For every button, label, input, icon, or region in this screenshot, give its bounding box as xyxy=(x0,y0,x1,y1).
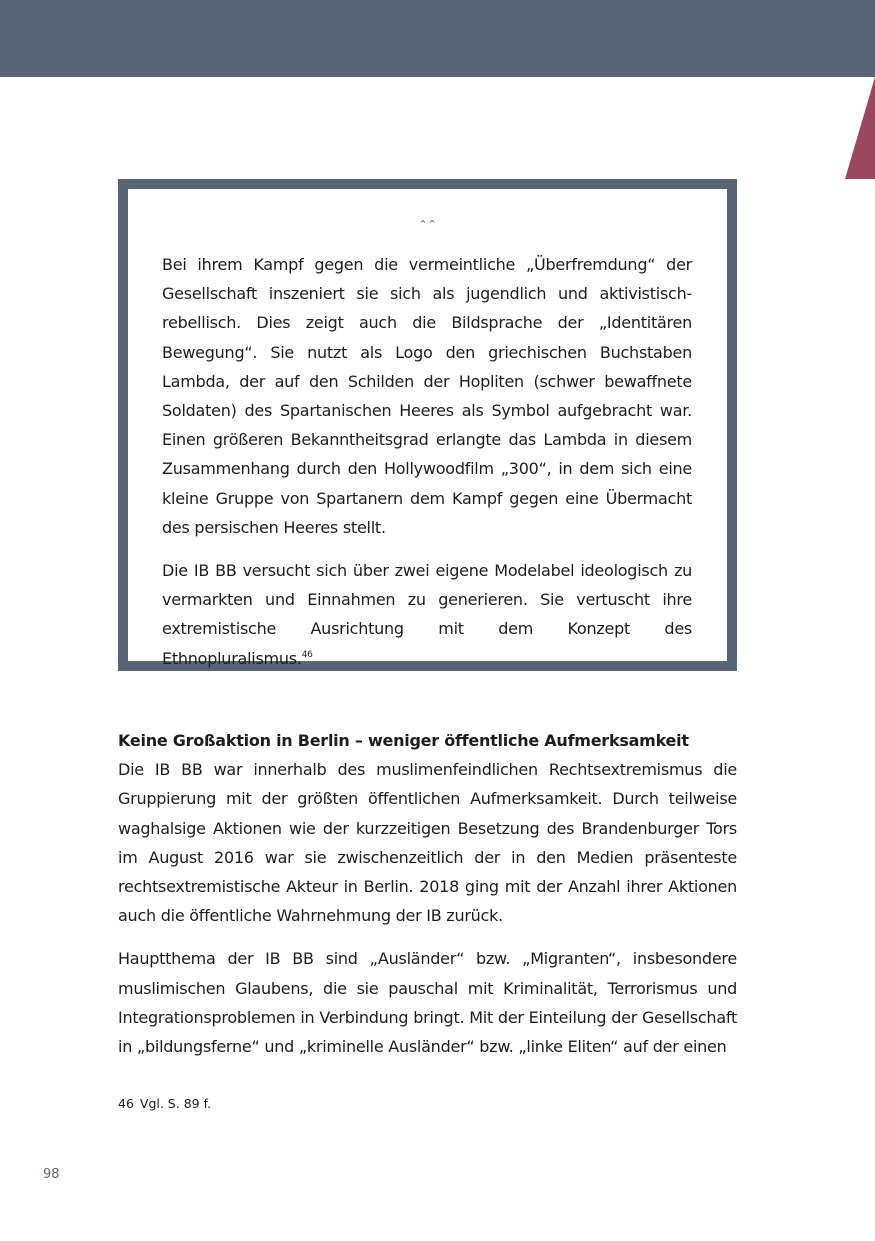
footnote-text: Vgl. S. 89 f. xyxy=(139,1096,212,1111)
page-number: 98 xyxy=(43,1167,60,1182)
info-box xyxy=(118,179,737,671)
info-box-paragraph-2-text: Die IB BB versucht sich über zwei eigene Modelabel ideologisch zu vermarkten und Einnahmen zu generieren. Sie vertuscht ihre extremistische Ausrichtung mit dem Konzept des Ethnopluralismus. xyxy=(162,561,692,668)
corner-accent-tab xyxy=(845,77,875,179)
footnote-reference[interactable]: 46 xyxy=(301,649,313,660)
info-box-paragraph-1: Bei ihrem Kampf gegen die vermeintliche „Überfremdung“ der Gesellschaft inszeniert sie sich als jugendlich und aktivistisch-rebellisch. Dies zeigt auch die Bildsprache der „Identitären Bewegung“. Sie nutzt als Logo den griechischen Buchstaben Lambda, der auf den Schilden der Hopliten (schwer bewaffnete Soldaten) des Spartanischen Heeres als Symbol aufgebracht war. Einen größeren Bekanntheitsgrad erlangte das Lambda in diesem Zusammenhang durch den Hollywoodfilm „300“, in dem sich eine kleine Gruppe von Spartanern dem Kampf gegen eine Übermacht des persischen Heeres stellt. xyxy=(162,255,692,537)
header-bar xyxy=(0,0,875,77)
section-paragraph-1: Die IB BB war innerhalb des muslimenfeindlichen Rechtsextremismus die Gruppierung mit der größten öffentlichen Aufmerksamkeit. Durch teilweise waghalsige Aktionen wie der kurzzeitigen Besetzung des Brandenburger Tors im August 2016 war sie zwischenzeitlich der in den Medien präsenteste rechtsextremistische Akteur in Berlin. 2018 ging mit der Anzahl ihrer Aktionen auch die öffentliche Wahrnehmung der IB zurück. xyxy=(118,760,737,926)
info-box-text xyxy=(162,250,692,673)
section xyxy=(118,726,737,1075)
footnote-number: 46 xyxy=(118,1096,134,1111)
footnote xyxy=(118,1095,211,1113)
section-paragraph-2: Hauptthema der IB BB sind „Ausländer“ bzw. „Migranten“, insbesondere muslimischen Glaubens, die sie pauschal mit Kriminalität, Terrorismus und Integrationsproblemen in Verbindung bringt. Mit der Einteilung der Gesellschaft in „bildungsferne“ und „kriminelle Ausländer“ bzw. „linke Eliten“ auf der einen xyxy=(118,949,737,1057)
section-heading: Keine Großaktion in Berlin – weniger öffentliche Aufmerksamkeit xyxy=(118,731,689,750)
info-box-paragraph-2 xyxy=(162,556,692,673)
double-chevron-up-icon: ⌃⌃ xyxy=(418,218,437,231)
